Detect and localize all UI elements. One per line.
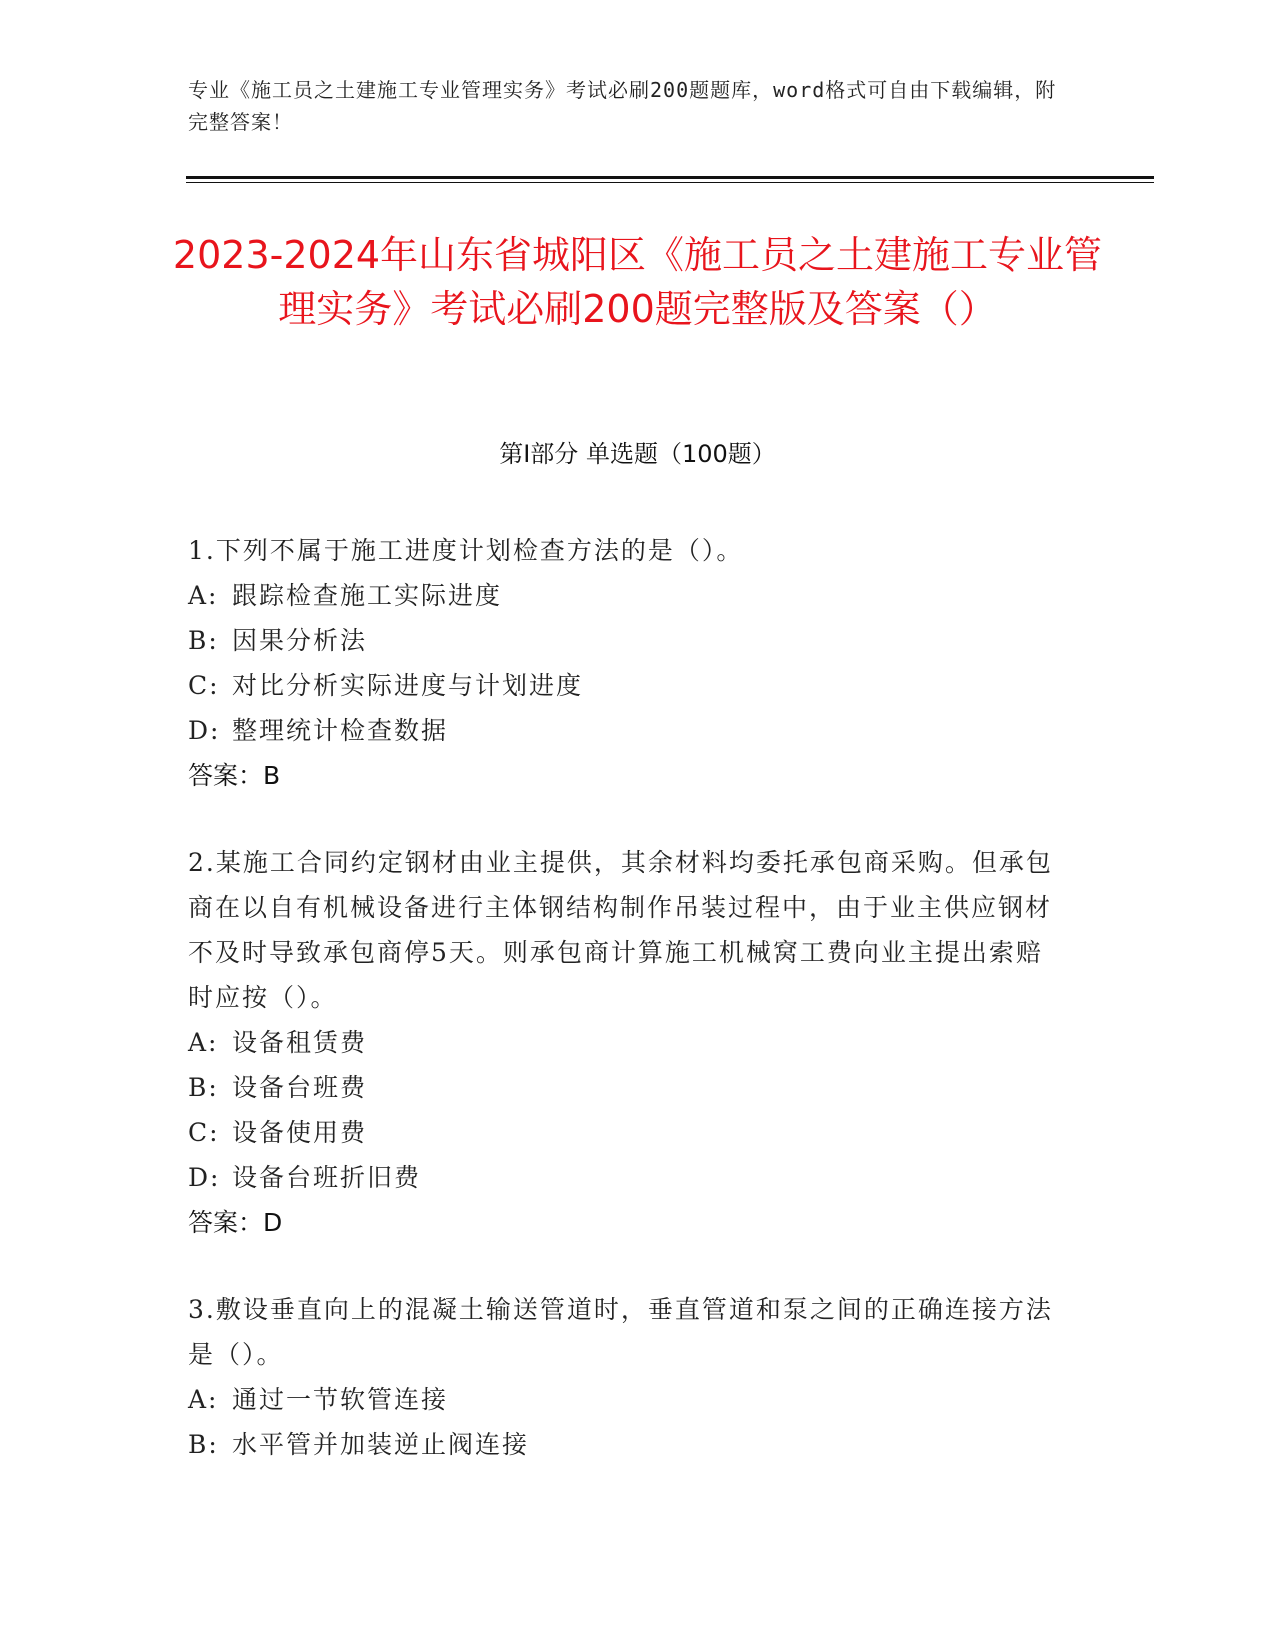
header-divider-thin [186, 182, 1154, 183]
option-text: 设备台班费 [232, 1073, 368, 1102]
question-text: 3.敷设垂直向上的混凝土输送管道时，垂直管道和泵之间的正确连接方法是（）。 [188, 1295, 1053, 1369]
option-a [188, 1020, 1068, 1065]
option-a [188, 1377, 1068, 1422]
option-text: 设备台班折旧费 [232, 1163, 422, 1192]
option-text: 整理统计检查数据 [232, 716, 449, 745]
option-text: 通过一节软管连接 [232, 1385, 449, 1414]
option-a [188, 573, 1068, 618]
answer: 答案：D [188, 1208, 283, 1237]
section-heading: 第I部分 单选题（100题） [499, 440, 776, 468]
option-letter: D: [188, 1163, 221, 1192]
option-text: 因果分析法 [232, 626, 368, 655]
question-3 [188, 1287, 1068, 1467]
header-note: 专业《施工员之土建施工专业管理实务》考试必刷200题题库，word格式可自由下载编辑，附完整答案！ [188, 78, 1057, 134]
option-b [188, 1422, 1068, 1467]
option-c [188, 1110, 1068, 1155]
option-letter: A: [188, 1385, 219, 1414]
question-1 [188, 528, 1068, 798]
option-letter: A: [188, 1028, 219, 1057]
document-title: 2023-2024年山东省城阳区《施工员之土建施工专业管理实务》考试必刷200题完整版及答案（） [172, 233, 1103, 331]
option-letter: A: [188, 581, 219, 610]
option-text: 跟踪检查施工实际进度 [232, 581, 503, 610]
question-text: 1.下列不属于施工进度计划检查方法的是（）。 [188, 536, 744, 565]
answer: 答案：B [188, 761, 281, 790]
option-letter: B: [188, 626, 219, 655]
option-text: 对比分析实际进度与计划进度 [232, 671, 584, 700]
option-letter: B: [188, 1073, 219, 1102]
option-d [188, 1155, 1068, 1200]
option-text: 设备使用费 [232, 1118, 368, 1147]
option-b [188, 1065, 1068, 1110]
option-b [188, 618, 1068, 663]
option-text: 水平管并加装逆止阀连接 [232, 1430, 530, 1459]
header-divider [186, 176, 1154, 179]
question-list [188, 528, 1068, 1509]
option-letter: D: [188, 716, 221, 745]
option-c [188, 663, 1068, 708]
option-text: 设备租赁费 [232, 1028, 368, 1057]
question-text: 2.某施工合同约定钢材由业主提供，其余材料均委托承包商采购。但承包商在以自有机械设备进行主体钢结构制作吊装过程中，由于业主供应钢材不及时导致承包商停5天。则承包商计算施工机械窝工费向业主提出索赔时应按（）。 [188, 848, 1053, 1012]
option-letter: C: [188, 671, 220, 700]
option-letter: C: [188, 1118, 220, 1147]
option-letter: B: [188, 1430, 219, 1459]
question-2 [188, 840, 1068, 1245]
option-d [188, 708, 1068, 753]
